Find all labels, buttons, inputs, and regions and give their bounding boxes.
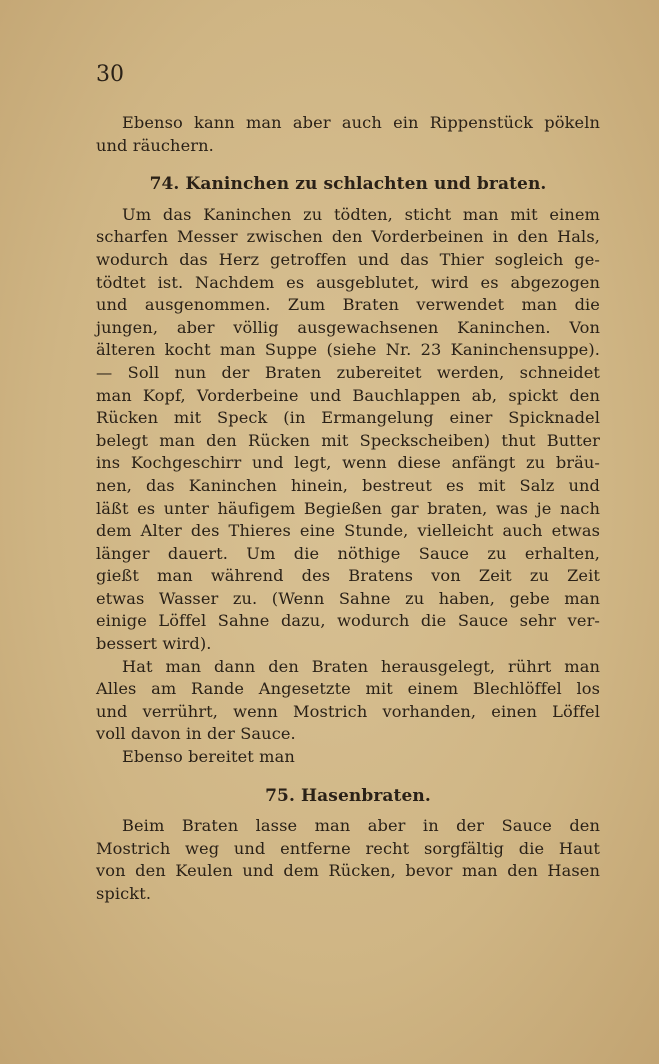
- text-line: Ebenso kann man aber auch ein Rippenstück pökeln: [122, 113, 600, 132]
- text-line: und räuchern.: [96, 135, 214, 155]
- text-line: Um das Kaninchen zu tödten, sticht man mit einem: [122, 204, 600, 224]
- text-line: man Kopf, Vorderbeine und Bauchlappen ab, spickt den: [96, 385, 600, 405]
- text-line: scharfen Messer zwischen den Vorderbeinen in den Hals,: [96, 227, 600, 247]
- text-line: tödtet ist. Nachdem es ausgeblutet, wird es abgezogen: [96, 272, 600, 292]
- text-line: dem Alter des Thieres eine Stunde, vielleicht auch etwas: [96, 521, 600, 541]
- text-line: von den Keulen und dem Rücken, bevor man den Hasen: [96, 861, 600, 881]
- page-number: 30: [96, 62, 124, 87]
- text-line: Beim Braten lasse man aber in der Sauce den: [122, 816, 600, 836]
- section-heading-75: 75. Hasenbraten.: [265, 785, 431, 806]
- text-line: belegt man den Rücken mit Speckscheiben) thut Butter: [96, 430, 600, 450]
- text-line: voll davon in der Sauce.: [96, 724, 296, 744]
- text-line: und verrührt, wenn Mostrich vorhanden, einen Löffel: [96, 701, 600, 721]
- text-line: Ebenso bereitet man: [122, 747, 295, 767]
- section-heading-74: 74. Kaninchen zu schlachten und braten.: [149, 174, 547, 195]
- text-line: länger dauert. Um die nöthige Sauce zu erhalten,: [96, 543, 600, 563]
- text-line: und ausgenommen. Zum Braten verwendet man die: [96, 295, 600, 315]
- text-line: bessert wird).: [96, 634, 212, 654]
- text-line: — Soll nun der Braten zubereitet werden, schneidet: [96, 362, 600, 382]
- text-line: wodurch das Herz getroffen und das Thier sogleich ge-: [96, 249, 600, 269]
- text-line: Hat man dann den Braten herausgelegt, rührt man: [122, 656, 600, 676]
- text-line: nen, das Kaninchen hinein, bestreut es mit Salz und: [96, 475, 600, 495]
- text-line: gießt man während des Bratens von Zeit zu Zeit: [96, 566, 600, 586]
- text-line: einige Löffel Sahne dazu, wodurch die Sauce sehr ver-: [96, 611, 600, 631]
- text-line: Rücken mit Speck (in Ermangelung einer Spicknadel: [96, 408, 600, 428]
- text-line: Mostrich weg und entferne recht sorgfältig die Haut: [96, 838, 600, 858]
- text-line: Alles am Rande Angesetzte mit einem Blechlöffel los: [96, 679, 600, 699]
- text-line: spickt.: [96, 884, 152, 903]
- text-line: etwas Wasser zu. (Wenn Sahne zu haben, gebe man: [96, 588, 600, 608]
- text-line: jungen, aber völlig ausgewachsenen Kaninchen. Von: [96, 317, 600, 337]
- page-body: [96, 112, 600, 906]
- text-line: älteren kocht man Suppe (siehe Nr. 23 Kaninchensuppe).: [96, 340, 600, 360]
- text-line: läßt es unter häufigem Begießen gar braten, was je nach: [96, 498, 600, 518]
- text-line: ins Kochgeschirr und legt, wenn diese anfängt zu bräu-: [96, 453, 600, 473]
